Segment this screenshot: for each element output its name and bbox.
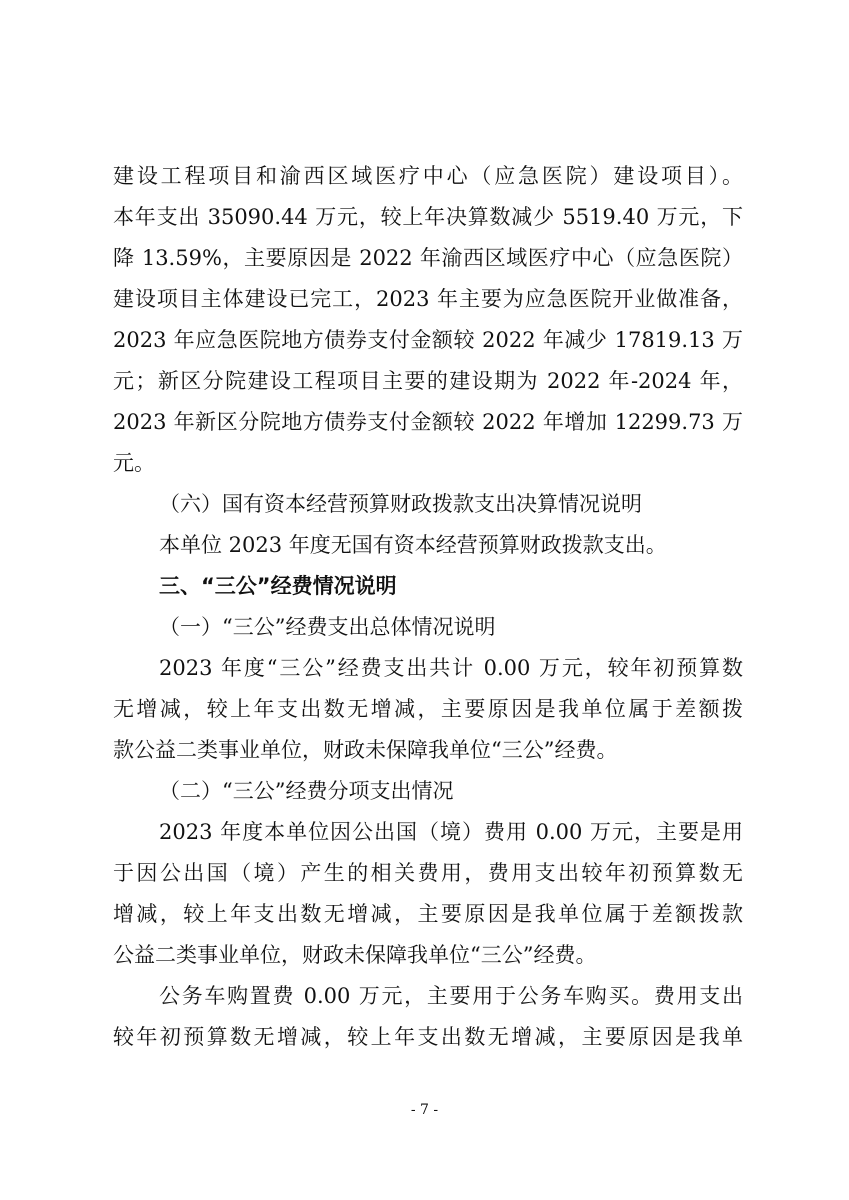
text-line: 2023 年应急医院地方债券支付金额较 2022 年减少 17819.13 万: [113, 328, 743, 352]
text-line: 2023 年度本单位因公出国（境）费用 0.00 万元，主要是用: [159, 820, 743, 844]
text-line: 本单位 2023 年度无国有资本经营预算财政拨款支出。: [159, 533, 667, 557]
text-line: 款公益二类事业单位，财政未保障我单位“三公”经费。: [113, 738, 618, 762]
text-line: 于因公出国（境）产生的相关费用，费用支出较年初预算数无: [113, 861, 743, 885]
text-line: 较年初预算数无增减，较上年支出数无增减，主要原因是我单: [113, 1025, 743, 1049]
section-heading: 三、“三公”经费情况说明: [159, 574, 397, 598]
text-line: 建设工程项目和渝西区域医疗中心（应急医院）建设项目）。: [113, 164, 743, 188]
subsection-title: （二）“三公”经费分项支出情况: [159, 779, 454, 803]
text-line: 2023 年度“三公”经费支出共计 0.00 万元，较年初预算数: [159, 656, 743, 680]
text-line: 元。: [113, 451, 155, 475]
text-line: 无增减，较上年支出数无增减，主要原因是我单位属于差额拨: [113, 697, 743, 721]
text-line: 2023 年新区分院地方债券支付金额较 2022 年增加 12299.73 万: [113, 410, 743, 434]
text-line: 建设项目主体建设已完工，2023 年主要为应急医院开业做准备，: [113, 287, 743, 311]
subsection-title: （一）“三公”经费支出总体情况说明: [159, 615, 496, 639]
text-line: 元；新区分院建设工程项目主要的建设期为 2022 年-2024 年，: [113, 369, 743, 393]
text-line: 降 13.59%，主要原因是 2022 年渝西区域医疗中心（应急医院）: [113, 246, 743, 270]
subsection-title: （六）国有资本经营预算财政拨款支出决算情况说明: [159, 492, 642, 516]
text-line: 公益二类事业单位，财政未保障我单位“三公”经费。: [113, 943, 597, 967]
text-line: 增减，较上年支出数无增减，主要原因是我单位属于差额拨款: [113, 902, 743, 926]
text-line: 公务车购置费 0.00 万元，主要用于公务车购买。费用支出: [159, 984, 743, 1008]
page-number: - 7 -: [410, 1102, 439, 1118]
text-line: 本年支出 35090.44 万元，较上年决算数减少 5519.40 万元，下: [113, 205, 743, 229]
document-body: [113, 156, 743, 1058]
